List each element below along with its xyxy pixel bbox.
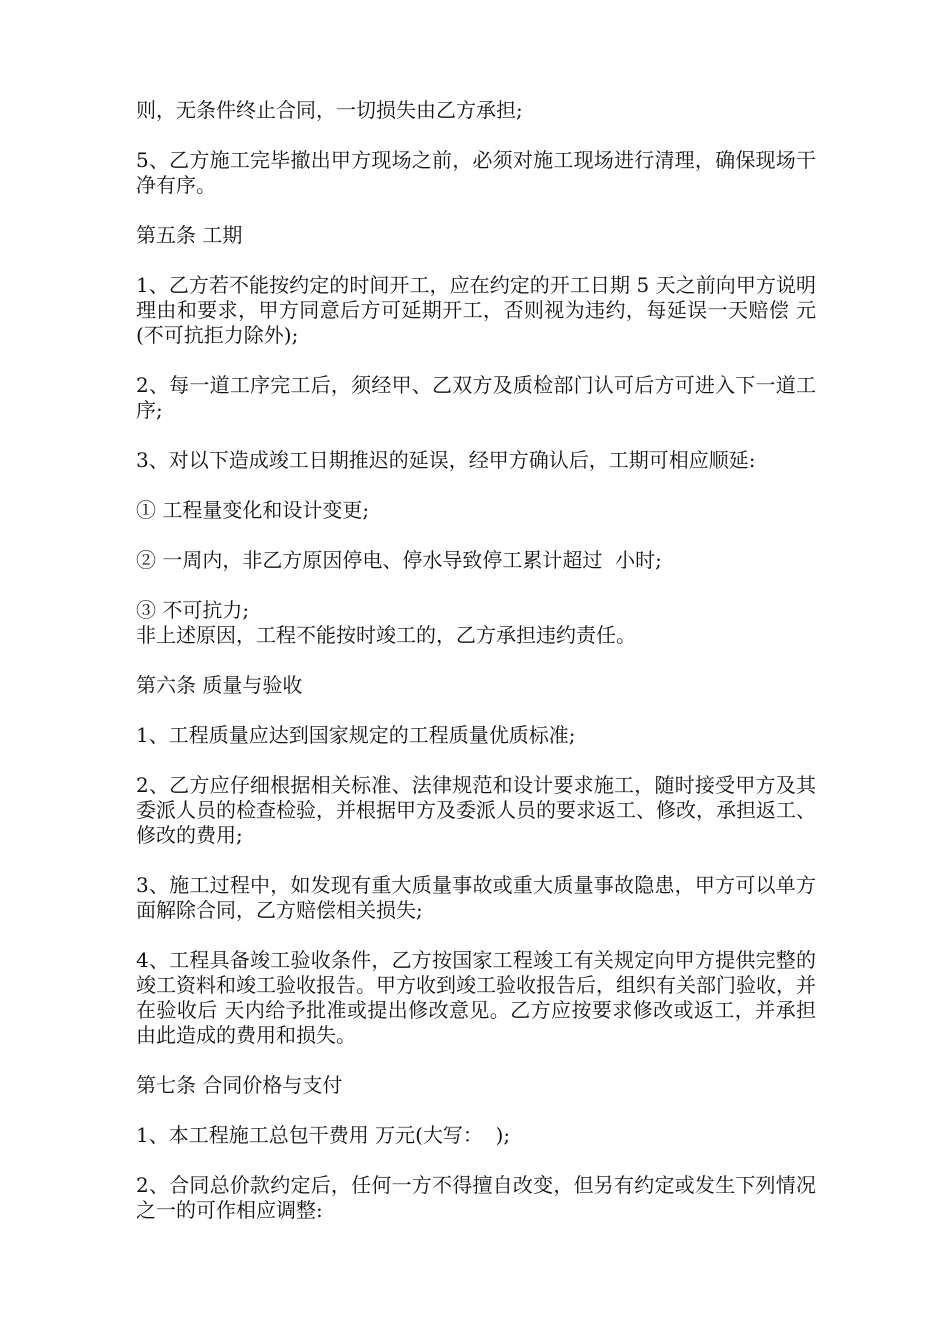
paragraph: 3、施工过程中，如发现有重大质量事故或重大质量事故隐患，甲方可以单方面解除合同，乙方赔偿相关损失; [136,873,816,922]
paragraph: 3、对以下造成竣工日期推迟的延误，经甲方确认后，工期可相应顺延: [136,448,756,472]
paragraph: 非上述原因，工程不能按时竣工的，乙方承担违约责任。 [136,623,636,647]
paragraph: 2、乙方应仔细根据相关标准、法律规范和设计要求施工，随时接受甲方及其委派人员的检查检验，并根据甲方及委派人员的要求返工、修改，承担返工、修改的费用; [136,773,816,847]
document-page [136,98,816,1248]
section-heading-7: 第七条 合同价格与支付 [136,1073,343,1097]
paragraph: 1、乙方若不能按约定的时间开工，应在约定的开工日期 5 天之前向甲方说明理由和要求，甲方同意后方可延期开工，否则视为违约，每延误一天赔偿 元(不可抗拒力除外); [136,273,816,347]
list-item: ① 工程量变化和设计变更; [136,498,370,522]
paragraph: 2、每一道工序完工后，须经甲、乙双方及质检部门认可后方可进入下一道工序; [136,373,816,422]
section-heading-5: 第五条 工期 [136,223,243,247]
list-item: ② 一周内，非乙方原因停电、停水导致停工累计超过 小时; [136,548,662,572]
paragraph: 1、工程质量应达到国家规定的工程质量优质标准; [136,723,576,747]
paragraph: 1、本工程施工总包干费用 万元(大写： ); [136,1123,511,1147]
paragraph: 4、工程具备竣工验收条件，乙方按国家工程竣工有关规定向甲方提供完整的竣工资料和竣工验收报告。甲方收到竣工验收报告后，组织有关部门验收，并在验收后 天内给予批准或提出修改意见。乙方应按要求修改或返工，并承担由此造成的费用和损失。 [136,948,816,1047]
paragraph: 5、乙方施工完毕撤出甲方现场之前，必须对施工现场进行清理，确保现场干净有序。 [136,148,816,197]
list-item: ③ 不可抗力; [136,598,250,622]
section-heading-6: 第六条 质量与验收 [136,673,303,697]
paragraph: 则，无条件终止合同，一切损失由乙方承担; [136,98,523,122]
paragraph: 2、合同总价款约定后，任何一方不得擅自改变，但另有约定或发生下列情况之一的可作相应调整: [136,1173,816,1222]
